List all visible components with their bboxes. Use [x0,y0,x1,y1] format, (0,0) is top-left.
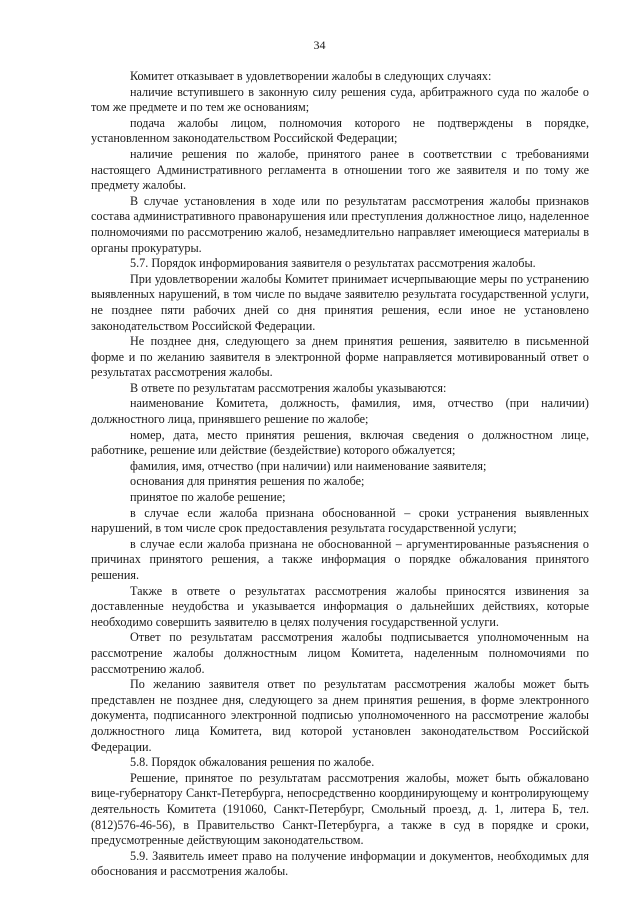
section-heading-5-8: 5.8. Порядок обжалования решения по жалобе. [130,755,375,770]
paragraph-refusal-intro: Комитет отказывает в удовлетворении жалобы в следующих случаях: [130,69,492,83]
paragraph-refusal-unconfirmed-authority: подача жалобы лицом, полномочия которого не подтверждены в порядке, установленном законодательством Российской Федерации; [91,115,589,146]
paragraph-refusal-court-decision: наличие вступившего в законную силу решения суда, арбитражного суда по жалобе о том же предмете и по тем же основаниям; [91,84,589,115]
paragraph-reasoned-response: Не позднее дня, следующего за днем принятия решения, заявителю в письменной форме и по желанию заявителя в электронной форме направляется мотивированный ответ о результатах рассмотрения жалобы. [91,334,589,380]
paragraph-satisfaction-measures: При удовлетворении жалобы Комитет принимает исчерпывающие меры по устранению выявленных нарушений, в том числе по выдаче заявителю результата государственной услуги, не позднее пяти рабочих дней со дня принятия решения, если иное не установлено законодательством Российской Федерации. [91,271,589,333]
document-body [91,69,589,880]
list-item-decision-grounds: основания для принятия решения по жалобе; [130,474,365,489]
paragraph-apology: Также в ответе о результатах рассмотрения жалобы приносятся извинения за доставленные неудобства и указывается информация о дальнейших действиях, которые необходимо совершить заявителю в целях получения государственной услуги. [91,583,589,629]
paragraph-electronic-response: По желанию заявителя ответ по результатам рассмотрения жалобы может быть представлен не позднее дня, следующего за днем принятия решения, в форме электронного документа, подписанного электронной подписью уполномоченного на рассмотрение жалобы должностного лица Комитета, вид которой установлен законодательством Российской Федерации. [91,677,589,754]
paragraph-appeal-procedure: Решение, принятое по результатам рассмотрения жалобы, может быть обжаловано вице-губернатору Санкт-Петербурга, непосредственно координирующему и контролирующему деятельность Комитета (191060, Санкт-Петербург, Смольный проезд, д. 1, литера Б, тел. (812)576-46-56), в Правительство Санкт-Петербурга, а также в суд в порядке и сроки, предусмотренные действующим законодательством. [91,770,589,848]
paragraph-response-signature: Ответ по результатам рассмотрения жалобы подписывается уполномоченным на рассмотрение жалобы должностным лицом Комитета, наделенным полномочиями по рассмотрению жалоб. [91,630,589,676]
list-item-decision-details: номер, дата, место принятия решения, включая сведения о должностном лице, работнике, решение или действие (бездействие) которого обжалуется; [91,427,589,458]
section-paragraph-5-9: 5.9. Заявитель имеет право на получение информации и документов, необходимых для обоснования и рассмотрения жалобы. [91,848,589,879]
paragraph-response-contents-intro: В ответе по результатам рассмотрения жалобы указываются: [130,380,447,395]
list-item-justified-complaint: в случае если жалоба признана обоснованной – сроки устранения выявленных нарушений, в том числе срок предоставления результата государственной услуги; [91,505,589,536]
paragraph-refusal-prior-decision: наличие решения по жалобе, принятого ранее в соответствии с требованиями настоящего Административного регламента в отношении того же заявителя и по тому же предмету жалобы. [91,146,589,193]
page-number: 34 [313,38,326,52]
paragraph-prosecutor-referral: В случае установления в ходе или по результатам рассмотрения жалобы признаков состава административного правонарушения или преступления должностное лицо, наделенное полномочиями по рассмотрению жалоб, незамедлительно направляет имеющиеся материалы в органы прокуратуры. [91,193,589,255]
section-heading-5-7: 5.7. Порядок информирования заявителя о результатах рассмотрения жалобы. [130,256,536,271]
list-item-unjustified-complaint: в случае если жалоба признана не обоснованной – аргументированные разъяснения о причинах принятого решения, а также информация о порядке обжалования принятого решения. [91,536,589,582]
list-item-committee-official: наименование Комитета, должность, фамилия, имя, отчество (при наличии) должностного лица, принявшего решение по жалобе; [91,396,589,427]
list-item-applicant-name: фамилия, имя, отчество (при наличии) или наименование заявителя; [130,458,487,473]
list-item-decision-taken: принятое по жалобе решение; [130,490,286,505]
